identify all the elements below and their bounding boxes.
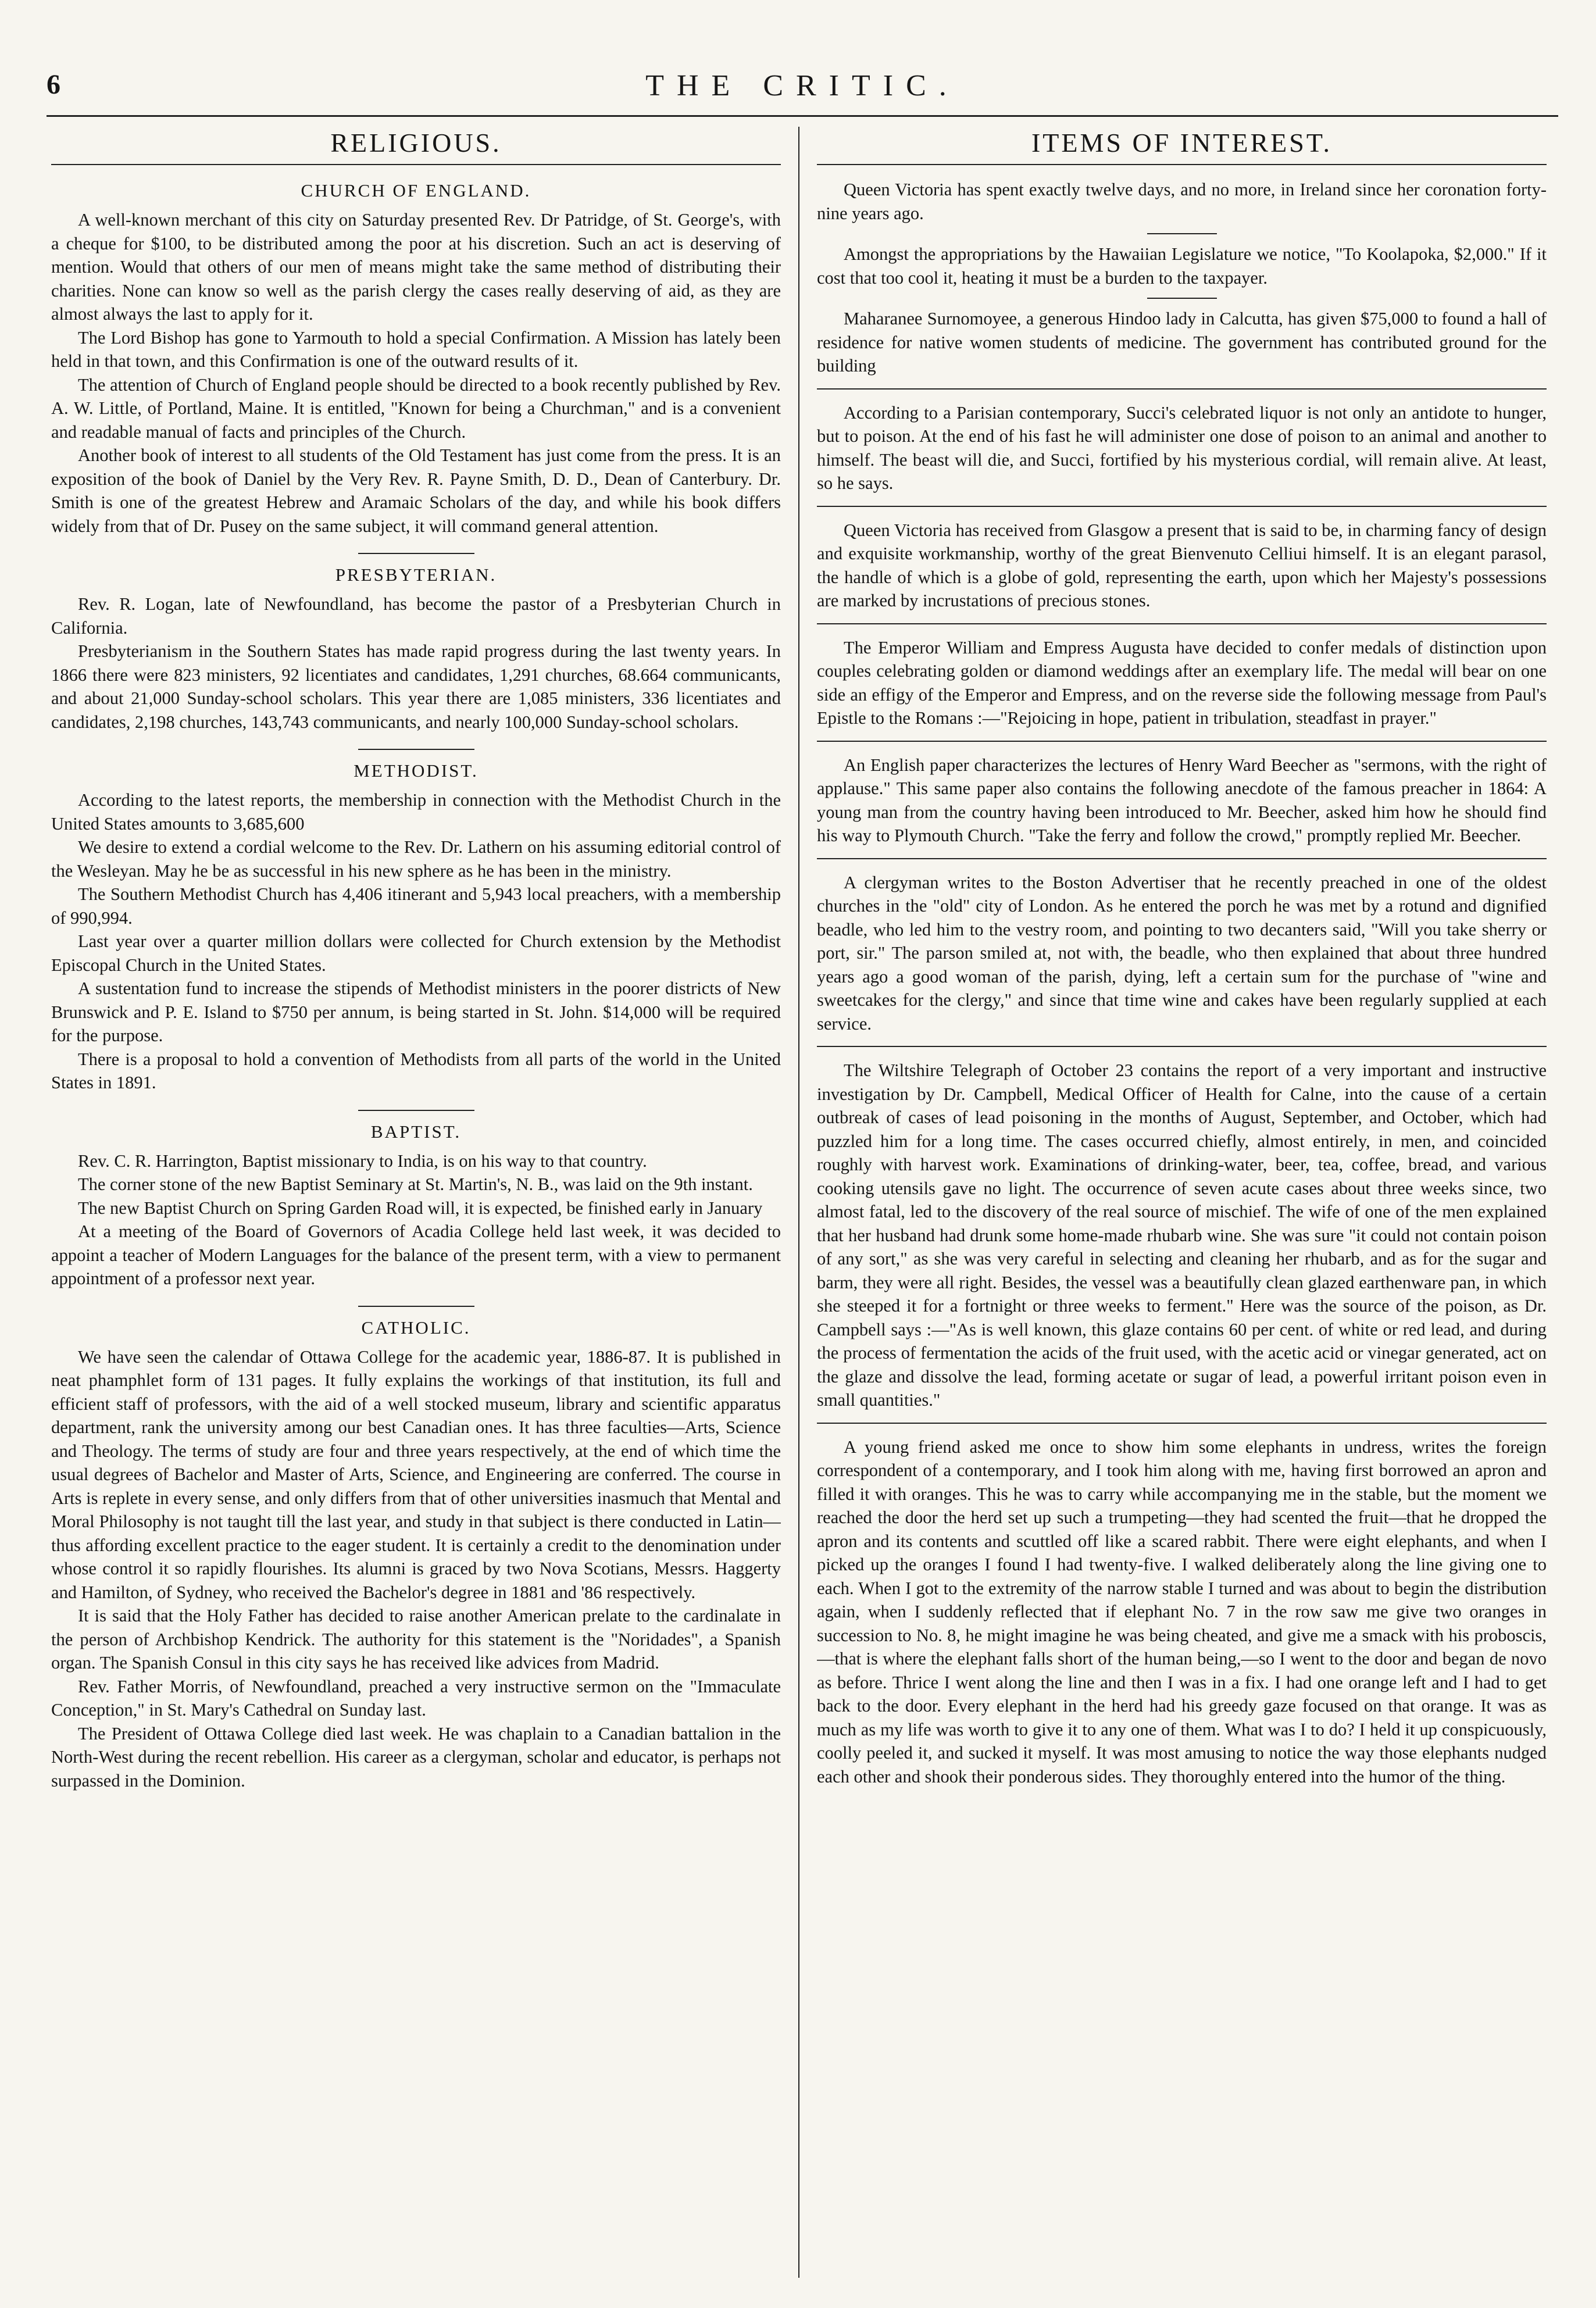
section-heading: CATHOLIC. [51,1306,781,1338]
item-paragraph: Amongst the appropriations by the Hawaiian Legislature we notice, "To Koolapoka, $2,000." If it cost that too cool it, heating it must be a burden to the taxpayer. [817,244,1547,288]
article-paragraph: At a meeting of the Board of Governors of Acadia College held last week, it was decided to appoint a teacher of Modern Languages for the balance of the present term, with a view to permanent appointment of a professor next year. [51,1221,781,1288]
item-separator [1147,233,1217,234]
article-paragraph: We have seen the calendar of Ottawa College for the academic year, 1886-87. It is published in neat phamphlet form of 131 pages. It fully explains the workings of that institution, its full and efficient staff of professors, with the aid of a well stocked museum, library and scientific apparatus department, rank the university among our best Canadian ones. It has three faculties—Arts, Science and Theology. The terms of study are four and three years respectively, at the end of which time the usual degrees of Bachelor and Master of Arts, Science, and Engineering are conferred. The course in Arts is replete in every sense, and only differs from that of other universities inasmuch that Mental and Moral Philosophy is not taught till the last year, and study in that subject is there conducted in Latin—thus affording excellent practice to the eager student. It is certainly a credit to the denomination under whose control it so rapidly flourishes. Its alumni is graced by two Nova Scotians, Messrs. Haggerty and Hamilton, of Sydney, who received the Bachelor's degree in 1881 and '86 respectively. [51,1346,781,1602]
news-item [817,307,1547,378]
item-paragraph: Queen Victoria has spent exactly twelve days, and no more, in Ireland since her coronation forty-nine years ago. [817,180,1547,223]
item-paragraph: An English paper characterizes the lectures of Henry Ward Beecher as "sermons, with the right of applause." This same paper also contains the following anecdote of the famous preacher in 1864: A young man from the country having been introduced to Mr. Beecher, asked him how he should find his way to Plymouth Church. "Take the ferry and follow the crowd," promptly replied Mr. Beecher. [817,755,1547,845]
item-separator [817,741,1547,742]
article-paragraph: Rev. Father Morris, of Newfoundland, preached a very instructive sermon on the "Immaculate Conception," in St. Mary's Cathedral on Sunday last. [51,1676,781,1720]
article-paragraph: Another book of interest to all students of the Old Testament has just come from the press. It is an exposition of the book of Daniel by the Very Rev. R. Payne Smith, D. D., Dean of Canterbury. Dr. Smith is one of the greatest Hebrew and Aramaic Scholars of the day, and while his book differs widely from that of Dr. Pusey on the same subject, it will command general attention. [51,445,781,536]
article-paragraph: The Southern Methodist Church has 4,406 itinerant and 5,943 local preachers, with a membership of 990,994. [51,884,781,928]
paper-name: THE CRITIC. [645,69,959,102]
heading-rule [817,164,1547,165]
heading-rule [51,164,781,165]
article-paragraph: Rev. C. R. Harrington, Baptist missionary to India, is on his way to that country. [78,1151,647,1171]
item-separator [817,1423,1547,1424]
news-item [817,519,1547,613]
news-item [817,636,1547,730]
item-separator [817,858,1547,859]
item-paragraph: Queen Victoria has received from Glasgow a present that is said to be, in charming fancy of design and exquisite workmanship, worthy of the great Bienvenuto Celliui himself. It is an elegant parasol, the handle of which is a globe of gold, representing the earth, upon which her Majesty's possessions are marked by incrustations of precious stones. [817,520,1547,610]
article-paragraph: Rev. R. Logan, late of Newfoundland, has become the pastor of a Presbyterian Church in California. [51,594,781,638]
article-paragraph: The President of Ottawa College died last week. He was chaplain to a Canadian battalion in the North-West during the recent rebellion. His career as a clergyman, scholar and educator, is perhaps not surpassed in the Dominion. [51,1723,781,1791]
item-paragraph: The Emperor William and Empress Augusta have decided to confer medals of distinction upon couples celebrating golden or diamond weddings after an exemplary life. The medal will bear on one side an effigy of the Emperor and Empress, and on the reverse side the following message from Paul's Epistle to the Romans :—"Rejoicing in hope, patient in tribulation, steadfast in prayer." [817,637,1547,728]
item-paragraph: A young friend asked me once to show him some elephants in undress, writes the foreign correspondent of a contemporary, and I took him along with me, having first borrowed an apron and filled it with oranges. This he was to carry while accompanying me in the stable, but the moment we reached the door the herd set up such a trumpeting—they had scented the fruit—that he dropped the apron and its contents and scuttled off like a scared rabbit. There were eight elephants, and when I picked up the oranges I found I had twenty-five. I walked deliberately along the line giving one to each. When I got to the extremity of the narrow stable I turned and was about to begin the distribution again, when I suddenly reflected that if elephant No. 7 in the row saw me give two oranges in succession to No. 8, he might imagine he was being cheated, and give me a smack with his proboscis,—that is where the elephant falls short of the human being,—so I went to the door and began de novo as before. Thrice I went along the line and then I was in a fix. I had one orange left and I had to get back to the door. Every elephant in the herd had his greedy gaze focused on that orange. It was as much as my life was worth to give it to any one of them. What was I to do? I held it up conspicuously, coolly peeled it, and sucked it myself. It was most amusing to notice the way those elephants nudged each other and shook their ponderous sides. They thoroughly entered into the humor of the thing. [817,1437,1547,1787]
masthead [47,69,1558,117]
item-separator [817,388,1547,390]
item-paragraph: Maharanee Surnomoyee, a generous Hindoo lady in Calcutta, has given $75,000 to found a hall of residence for native women students of medicine. The government has contributed ground for the building [817,309,1547,376]
item-paragraph: The Wiltshire Telegraph of October 23 contains the report of a very important and instructive investigation by Dr. Campbell, Medical Officer of Health for Calne, into the cause of a certain outbreak of cases of lead poisoning in the months of August, September, and October, which had puzzled him for a long time. The cases occurred chiefly, almost entirely, in men, and coincided roughly with harvest work. Examinations of drinking-water, beer, tea, coffee, bread, and various cooking utensils gave no light. The occurrence of seven acute cases about three weeks since, two almost fatal, led to the discovery of the real source of mischief. The wife of one of the men explained that her husband had drunk some home-made rhubarb wine. She was sure "it could not contain poison of any sort," as she was very careful in selecting and cleaning her rhubarb, and as for the sugar and barm, they were all right. Besides, the vessel was a beautifully clean glazed earthenware pan, in which she steeped it for a fortnight or three weeks to ferment." Here was the source of the poison, as Dr. Campbell says :—"As is well known, this glaze contains 60 per cent. of white or red lead, and during the process of fermentation the acids of the fruit used, with the acetic acid or vinegar generated, act on the glaze and dissolve the lead, forming acetate or sugar of lead, a powerful irritant poison even in small quantities." [817,1060,1547,1410]
items-of-interest-column [817,127,1547,2278]
section-heading: METHODIST. [51,749,781,781]
article-paragraph: The attention of Church of England people should be directed to a book recently published by Rev. A. W. Little, of Portland, Maine. It is entitled, "Known for being a Churchman," and is a convenient and readable manual of facts and principles of the Church. [51,374,781,442]
article-paragraph: A well-known merchant of this city on Saturday presented Rev. Dr Patridge, of St. George's, with a cheque for $100, to be distributed among the poor at his discretion. Such an act is deserving of mention. Would that others of our men of means might take the same method of distributing their charities. None can know so well as the parish clergy the cases really deserving of aid, as they are almost always the last to apply for it. [51,210,781,324]
article-paragraph: A sustentation fund to increase the stipends of Methodist ministers in the poorer districts of New Brunswick and P. E. Island to $750 per annum, is being started in St. John. $14,000 will be required for the purpose. [51,978,781,1045]
section-heading: PRESBYTERIAN. [51,553,781,585]
article-paragraph: There is a proposal to hold a convention of Methodists from all parts of the world in the United States in 1891. [51,1049,781,1092]
news-item [817,1059,1547,1412]
news-item [817,401,1547,495]
section-heading: BAPTIST. [51,1110,781,1142]
news-item [817,1435,1547,1789]
religious-column [51,127,781,2278]
item-separator [1147,298,1217,299]
items-heading: ITEMS OF INTEREST. [1031,128,1333,158]
article-paragraph: The corner stone of the new Baptist Seminary at St. Martin's, N. B., was laid on the 9th instant. [78,1174,753,1194]
article-paragraph: It is said that the Holy Father has decided to raise another American prelate to the cardinalate in the person of Archbishop Kendrick. The authority for this statement is the "Noridades", a Spanish organ. The Spanish Consul in this city says he has received like advices from Madrid. [51,1606,781,1673]
item-paragraph: According to a Parisian contemporary, Succi's celebrated liquor is not only an antidote to hunger, but to poison. At the end of his fast he will administer one dose of poison to an animal and another to himself. The beast will die, and Succi, fortified by his mysterious cordial, will remain alive. At least, so he says. [817,402,1547,493]
article-paragraph: The new Baptist Church on Spring Garden Road will, it is expected, be finished early in January [78,1198,763,1218]
news-item [817,871,1547,1036]
article-paragraph: According to the latest reports, the membership in connection with the Methodist Church in the United States amounts to 3,685,600 [51,790,781,834]
article-paragraph: We desire to extend a cordial welcome to the Rev. Dr. Lathern on his assuming editorial control of the Wesleyan. May he be as successful in his new sphere as he has been in the ministry. [51,837,781,881]
news-item [817,178,1547,225]
article-paragraph: Last year over a quarter million dollars were collected for Church extension by the Methodist Episcopal Church in the United States. [51,931,781,975]
item-paragraph: A clergyman writes to the Boston Advertiser that he recently preached in one of the oldest churches in the "old" city of London. As he entered the porch he was met by a rotund and dignified beadle, who led him to the vestry room, and pointing to two decanters said, "Will you take sherry or port, sir." The parson smiled at, not with, the beadle, who then explained that about three hundred years ago a good woman of the parish, dying, left a certain sum for the purchase of "wine and sweetcakes for the clergy," and since that time wine and cakes have been regularly supplied at each service. [817,872,1547,1034]
item-separator [817,506,1547,507]
page-number: 6 [47,69,60,100]
section-heading: CHURCH OF ENGLAND. [301,180,531,201]
item-separator [817,623,1547,624]
article-paragraph: Presbyterianism in the Southern States has made rapid progress during the last twenty years. In 1866 there were 823 ministers, 92 licentiates and candidates, 1,291 churches, 68.664 communicants, and about 21,000 Sunday-school scholars. This year there are 1,085 ministers, 336 licentiates and candidates, 2,198 churches, 143,743 communicants, and nearly 100,000 Sunday-school scholars. [51,641,781,732]
article-paragraph: The Lord Bishop has gone to Yarmouth to hold a special Confirmation. A Mission has lately been held in that town, and this Confirmation is one of the outward results of it. [51,327,781,371]
news-item [817,242,1547,290]
religious-heading: RELIGIOUS. [330,128,502,158]
item-separator [817,1046,1547,1047]
column-divider [798,127,799,2278]
news-item [817,753,1547,848]
